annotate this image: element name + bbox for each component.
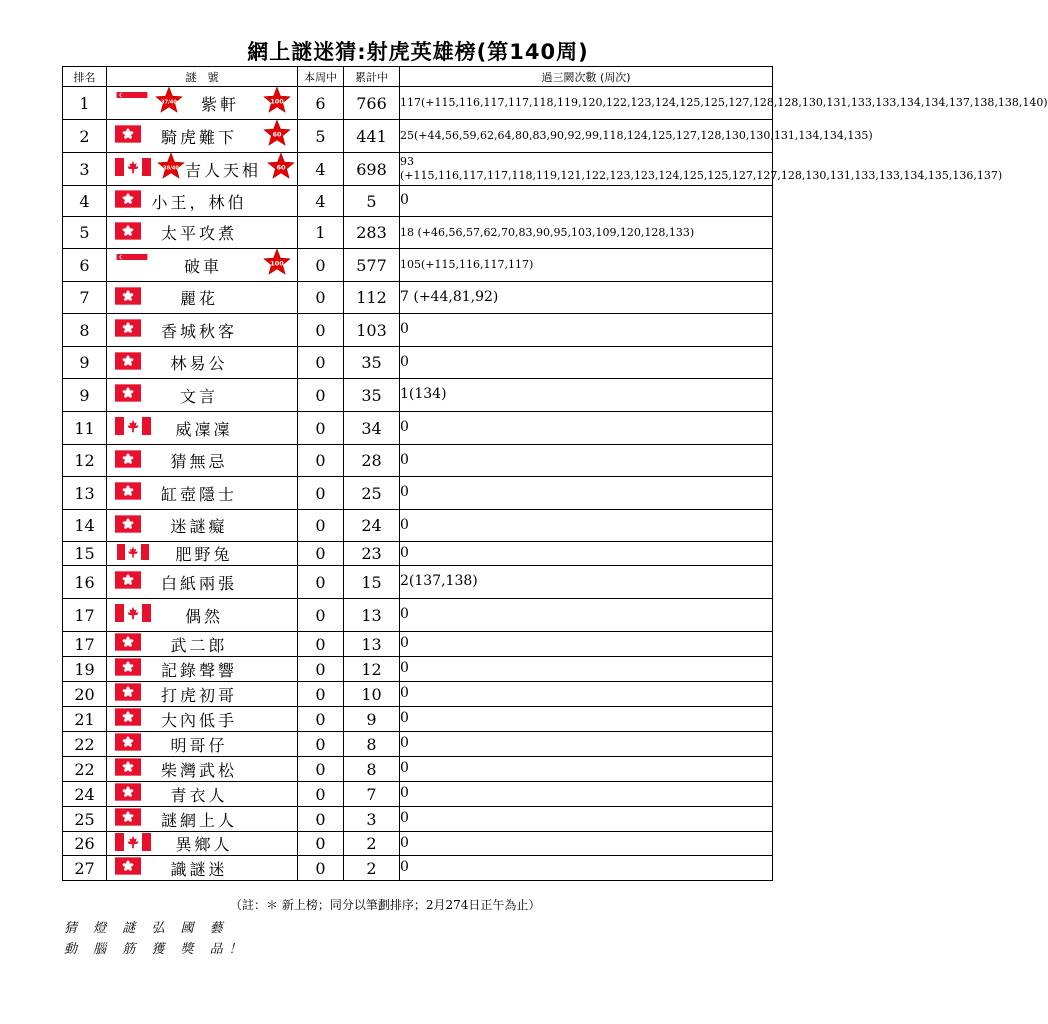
this-week-cell: 0 [298,732,344,757]
hong-kong-flag-icon [115,570,141,594]
this-week-cell: 5 [298,120,344,153]
table-row [63,445,773,477]
rank-cell: 12 [63,445,107,477]
total-cell: 283 [344,217,400,249]
player-name: 明哥仔 [170,735,228,755]
name-cell [107,599,298,632]
header-this-week: 本周中 [298,67,344,87]
history-cell: 0 [400,186,773,217]
this-week-cell: 1 [298,217,344,249]
hong-kong-flag-icon [115,286,141,310]
history-cell: 0 [400,732,773,757]
name-cell [107,682,298,707]
player-name: 威凜凜 [175,419,233,439]
total-cell: 441 [344,120,400,153]
hong-kong-flag-icon [115,318,141,342]
rank-cell: 25 [63,807,107,832]
total-cell: 28 [344,445,400,477]
hong-kong-flag-icon [115,657,141,681]
table-row [63,632,773,657]
history-cell: 93 (+115,116,117,117,118,119,121,122,123,123,124,125,125,127,127,128,130,131,133,133,134,135,136,137) [400,153,773,186]
this-week-cell: 0 [298,599,344,632]
svg-text:60: 60 [276,163,286,172]
history-cell: 0 [400,682,773,707]
name-cell [107,856,298,881]
player-name: 缸壺隱士 [160,484,237,504]
history-cell: 25(+44,56,59,62,64,80,83,90,92,99,118,124,125,127,128,130,130,131,134,134,135) [400,120,773,153]
name-cell [107,186,298,217]
name-cell [107,153,298,186]
badge-star-icon [263,249,291,281]
rank-cell: 21 [63,707,107,732]
total-cell: 9 [344,707,400,732]
player-name: 林易公 [170,354,228,373]
badge-star-icon [267,153,295,185]
total-cell: 103 [344,314,400,347]
rank-cell: 27 [63,856,107,881]
table-row [63,510,773,542]
singapore-flag-icon [115,251,149,270]
this-week-cell: 0 [298,757,344,782]
canada-flag-icon [115,417,151,439]
this-week-cell: 0 [298,807,344,832]
hong-kong-flag-icon [115,383,141,407]
this-week-cell: 0 [298,782,344,807]
name-cell [107,542,298,566]
header-name: 謎 號 [107,67,298,87]
rank-cell: 13 [63,477,107,510]
player-name: 騎虎難下 [160,127,237,147]
canada-flag-icon [115,833,151,855]
hong-kong-flag-icon [115,782,141,806]
table-row [63,682,773,707]
hong-kong-flag-icon [115,707,141,731]
total-cell: 25 [344,477,400,510]
total-cell: 23 [344,542,400,566]
total-cell: 8 [344,732,400,757]
player-name: 麗花 [179,289,218,308]
player-name: 紫軒 [200,94,239,114]
this-week-cell: 0 [298,445,344,477]
player-name: 異鄉人 [175,835,233,854]
history-cell: 0 [400,510,773,542]
table-row [63,186,773,217]
history-cell: 117(+115,116,117,117,118,119,120,122,123,124,125,125,127,128,128,130,131,133,133,134,134,137,138,138,140) [400,87,773,120]
header-total: 累計中 [344,67,400,87]
hong-kong-flag-icon [115,124,141,148]
rank-cell: 11 [63,412,107,445]
total-cell: 8 [344,757,400,782]
table-row [63,807,773,832]
hong-kong-flag-icon [115,221,141,245]
table-row [63,217,773,249]
badge-star-icon [155,87,183,119]
total-cell: 698 [344,153,400,186]
name-cell [107,510,298,542]
name-cell [107,347,298,379]
this-week-cell: 6 [298,87,344,120]
this-week-cell: 0 [298,832,344,856]
player-name: 猜無忌 [170,452,228,471]
rank-cell: 9 [63,379,107,412]
history-cell: 0 [400,707,773,732]
total-cell: 7 [344,782,400,807]
rank-cell: 20 [63,682,107,707]
hong-kong-flag-icon [115,807,141,831]
name-cell [107,314,298,347]
history-cell: 0 [400,542,773,566]
name-cell [107,707,298,732]
history-cell: 0 [400,314,773,347]
player-name: 香城秋客 [160,321,237,341]
name-cell [107,757,298,782]
rank-cell: 4 [63,186,107,217]
name-cell [107,832,298,856]
rank-cell: 9 [63,347,107,379]
rank-cell: 7 [63,282,107,314]
hong-kong-flag-icon [115,514,141,538]
badge-star-icon [263,120,291,152]
hong-kong-flag-icon [115,682,141,706]
rank-cell: 14 [63,510,107,542]
svg-text:38/40: 38/40 [163,165,179,172]
player-name: 識謎迷 [170,859,228,879]
table-row [63,87,773,120]
table-row [63,120,773,153]
hong-kong-flag-icon [115,856,141,880]
total-cell: 112 [344,282,400,314]
history-cell: 7 (+44,81,92) [400,282,773,314]
history-cell: 1(134) [400,379,773,412]
history-cell: 0 [400,782,773,807]
total-cell: 2 [344,856,400,881]
table-row [63,379,773,412]
name-cell [107,782,298,807]
canada-flag-icon [115,544,151,564]
player-name: 文言 [179,386,218,406]
rank-cell: 24 [63,782,107,807]
name-cell [107,249,298,282]
total-cell: 13 [344,599,400,632]
this-week-cell: 0 [298,282,344,314]
header-rank: 排名 [63,67,107,87]
name-cell [107,120,298,153]
history-cell: 0 [400,856,773,881]
name-cell [107,87,298,120]
svg-text:60: 60 [272,130,282,139]
this-week-cell: 4 [298,186,344,217]
player-name: 偶然 [184,606,223,626]
total-cell: 577 [344,249,400,282]
rank-cell: 22 [63,732,107,757]
canada-flag-icon [115,158,151,180]
name-cell [107,732,298,757]
this-week-cell: 0 [298,477,344,510]
table-row [63,314,773,347]
rank-cell: 3 [63,153,107,186]
this-week-cell: 0 [298,249,344,282]
table-row [63,542,773,566]
table-row [63,153,773,186]
history-cell: 0 [400,412,773,445]
ranking-table [62,66,1048,881]
slogan-line-2: 動 腦 筋 獲 獎 品！ [64,942,248,957]
history-cell: 0 [400,632,773,657]
table-row [63,249,773,282]
this-week-cell: 0 [298,314,344,347]
history-cell: 0 [400,757,773,782]
this-week-cell: 0 [298,566,344,599]
this-week-cell: 0 [298,707,344,732]
hong-kong-flag-icon [115,449,141,473]
history-cell: 0 [400,347,773,379]
player-name: 白紙兩張 [160,573,237,593]
singapore-flag-icon [115,89,149,108]
name-cell [107,217,298,249]
this-week-cell: 0 [298,682,344,707]
rank-cell: 22 [63,757,107,782]
rank-cell: 19 [63,657,107,682]
this-week-cell: 0 [298,510,344,542]
total-cell: 766 [344,87,400,120]
total-cell: 12 [344,657,400,682]
history-cell: 0 [400,832,773,856]
badge-star-icon [157,153,185,185]
svg-text:37/40: 37/40 [161,99,177,106]
player-name: 柴灣武松 [160,760,237,780]
player-name: 破車 [183,256,222,276]
player-name: 武二郎 [170,635,228,655]
name-cell [107,412,298,445]
footnote: （註：＊ 新上榜；同分以筆劃排序；2月274日正午為止） [230,898,541,912]
hong-kong-flag-icon [115,632,141,656]
table-row [63,782,773,807]
history-cell: 0 [400,599,773,632]
total-cell: 24 [344,510,400,542]
name-cell [107,657,298,682]
table-row [63,599,773,632]
hong-kong-flag-icon [115,189,141,213]
rank-cell: 5 [63,217,107,249]
table-header-row [63,67,773,87]
table-row [63,757,773,782]
total-cell: 3 [344,807,400,832]
total-cell: 13 [344,632,400,657]
player-name: 迷謎癡 [170,517,228,536]
history-cell: 18 (+46,56,57,62,70,83,90,95,103,109,120,128,133) [400,217,773,249]
history-cell: 0 [400,807,773,832]
rank-cell: 16 [63,566,107,599]
total-cell: 5 [344,186,400,217]
player-name: 打虎初哥 [160,685,237,705]
total-cell: 2 [344,832,400,856]
table-row [63,732,773,757]
name-cell [107,379,298,412]
page-title: 網上謎迷猜:射虎英雄榜(第140周) [247,40,589,64]
history-cell: 105(+115,116,117,117) [400,249,773,282]
table-row [63,347,773,379]
rank-cell: 1 [63,87,107,120]
total-cell: 15 [344,566,400,599]
total-cell: 34 [344,412,400,445]
table-row [63,856,773,881]
total-cell: 10 [344,682,400,707]
table-row [63,707,773,732]
this-week-cell: 0 [298,542,344,566]
this-week-cell: 0 [298,379,344,412]
table-row [63,657,773,682]
rank-cell: 17 [63,632,107,657]
rank-cell: 6 [63,249,107,282]
name-cell [107,445,298,477]
slogan-line-1: 猜 燈 謎 弘 國 藝 [64,921,229,936]
name-cell [107,566,298,599]
history-cell: 0 [400,657,773,682]
history-cell: 0 [400,477,773,510]
canada-flag-icon [115,604,151,626]
this-week-cell: 0 [298,412,344,445]
name-cell [107,282,298,314]
history-cell: 0 [400,445,773,477]
hong-kong-flag-icon [115,757,141,781]
name-cell [107,632,298,657]
player-name: 大內低手 [160,710,237,730]
history-cell: 2(137,138) [400,566,773,599]
table-row [63,477,773,510]
this-week-cell: 0 [298,632,344,657]
rank-cell: 2 [63,120,107,153]
this-week-cell: 4 [298,153,344,186]
hong-kong-flag-icon [115,732,141,756]
this-week-cell: 0 [298,856,344,881]
player-name: 小王，林伯 [151,192,247,212]
table-row [63,282,773,314]
total-cell: 35 [344,379,400,412]
rank-cell: 17 [63,599,107,632]
rank-cell: 15 [63,542,107,566]
table-row [63,832,773,856]
player-name: 謎網上人 [160,810,237,830]
hong-kong-flag-icon [115,481,141,505]
svg-text:100: 100 [270,259,284,268]
player-name: 青衣人 [170,785,228,805]
rank-cell: 26 [63,832,107,856]
total-cell: 35 [344,347,400,379]
name-cell [107,477,298,510]
this-week-cell: 0 [298,657,344,682]
table-row [63,412,773,445]
player-name: 肥野兔 [175,545,233,564]
svg-text:100: 100 [270,97,284,106]
name-cell [107,807,298,832]
badge-star-icon [263,87,291,119]
player-name: 記錄聲響 [160,660,237,680]
hong-kong-flag-icon [115,351,141,375]
header-history: 過三闕次數 (周次) [400,67,773,87]
player-name: 太平攻煮 [160,224,237,243]
this-week-cell: 0 [298,347,344,379]
player-name: 吉人天相 [185,160,262,180]
rank-cell: 8 [63,314,107,347]
table-row [63,566,773,599]
